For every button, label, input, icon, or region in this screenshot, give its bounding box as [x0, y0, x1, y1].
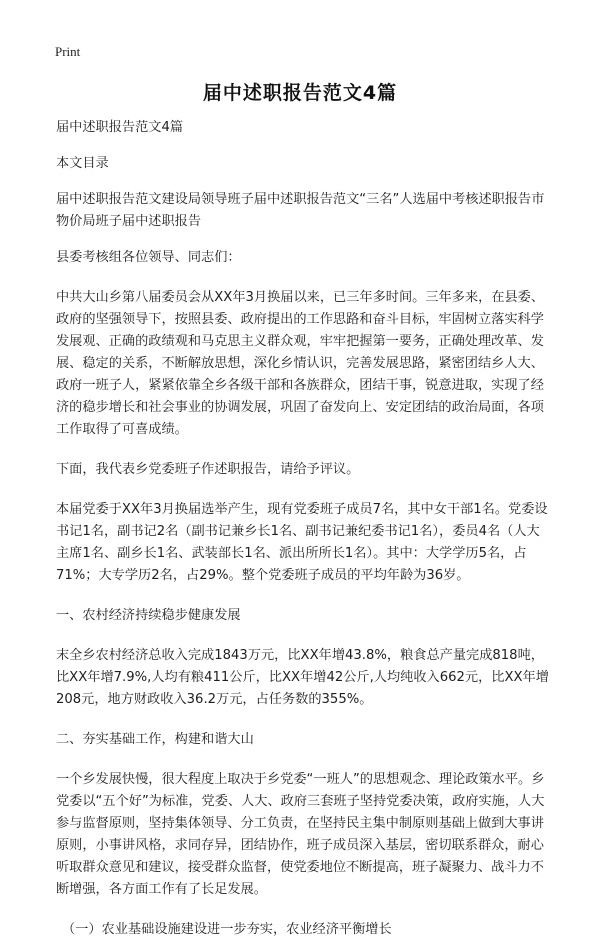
section-heading-2: 二、夯实基础工作，构建和谐大山 [56, 732, 254, 747]
section-heading-3: （一）农业基础设施建设进一步夯实，农业经济平衡增长 [62, 922, 392, 937]
document-body [56, 117, 552, 941]
paragraph-intro: 中共大山乡第八届委员会从XX年3月换届以来，已三年多时间。三年多来，在县委、政府的坚强领导下，按照县委、政府提出的工作思路和奋斗目标，牢固树立落实科学发展观、正确的政绩观和马克思主义群众观，牢牢把握第一要务，正确处理改革、发展、稳定的关系，不断解放思想，深化乡情认识，完善发展思路，紧密团结乡人大、政府一班子人，紧紧依靠全乡各级干部和各族群众，团结干事，锐意进取，实现了经济的稳步增长和社会事业的协调发展，巩固了奋发向上、安定团结的政治局面，各项工作取得了可喜成绩。 [56, 290, 545, 437]
document-subtitle: 届中述职报告范文4篇 [56, 120, 184, 135]
paragraph-economy: 末全乡农村经济总收入完成1843万元，比XX年增43.8%，粮食总产量完成818吨，比XX年增7.9%,人均有粮411公斤，比XX年增42公斤,人均纯收入662元，比XX年增208元，地方财政收入36.2万元，占任务数的355%。 [56, 648, 549, 707]
salutation: 县委考核组各位领导、同志们： [56, 250, 241, 265]
print-link[interactable]: Print [55, 44, 81, 59]
paragraph-foundation: 一个乡发展快慢，很大程度上取决于乡党委“一班人”的思想观念、理论政策水平。乡党委以“五个好”为标准，党委、人大、政府三套班子坚持党委决策，政府实施，人大参与监督原则，坚持集体领导、分工负责，在坚持民主集中制原则基础上做到大事讲原则，小事讲风格，求同存异，团结协作，班子成员深入基层，密切联系群众，耐心听取群众意见和建议，接受群众监督，使党委地位不断提高，班子凝聚力、战斗力不断增强，各方面工作有了长足发展。 [56, 772, 545, 897]
paragraph-report: 下面，我代表乡党委班子作述职报告，请给予评议。 [56, 462, 360, 477]
section-heading-1: 一、农村经济持续稳步健康发展 [56, 608, 241, 623]
toc-text: 届中述职报告范文建设局领导班子届中述职报告范文“三名”人选届中考核述职报告市物价局班子届中述职报告 [56, 192, 545, 229]
paragraph-members: 本届党委于XX年3月换届选举产生，现有党委班子成员7名，其中女干部1名。党委设书记1名，副书记2名（副书记兼乡长1名、副书记兼纪委书记1名），委员4名（人大主席1名、副乡长1名、武装部长1名、派出所所长1名）。其中：大学学历5名，占71%；大专学历2名，占29%。整个党委班子成员的平均年龄为36岁。 [56, 502, 548, 583]
page-title: 届中述职报告范文4篇 [202, 82, 398, 104]
toc-heading: 本文目录 [56, 156, 109, 171]
